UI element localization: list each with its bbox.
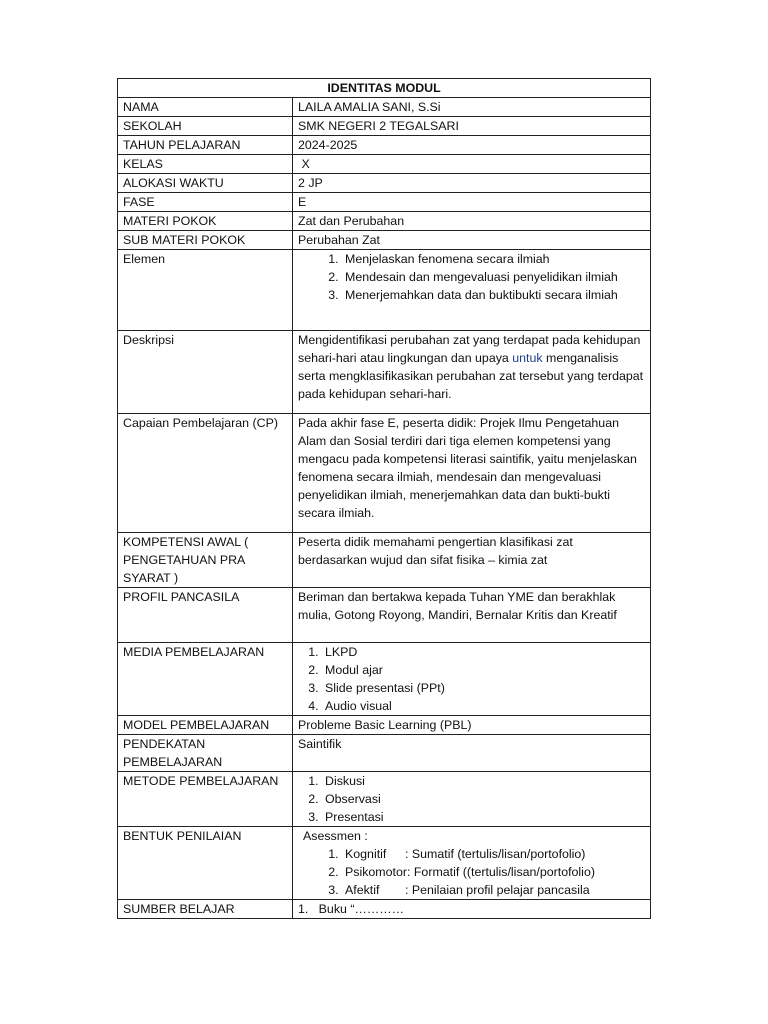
label-profil-pancasila: PROFIL PANCASILA bbox=[118, 588, 293, 643]
identitas-modul-table bbox=[117, 78, 651, 919]
asessmen-heading: Asessmen : bbox=[303, 829, 368, 843]
row-profil bbox=[118, 588, 651, 643]
list-item bbox=[342, 881, 645, 899]
value-sumber-belajar: 1. Buku “………… bbox=[293, 900, 651, 919]
row-sub-materi bbox=[118, 231, 651, 250]
label-media: MEDIA PEMBELAJARAN bbox=[118, 643, 293, 716]
value-elemen bbox=[293, 250, 651, 331]
table-title: IDENTITAS MODUL bbox=[118, 79, 651, 98]
value-sekolah: SMK NEGERI 2 TEGALSARI bbox=[293, 117, 651, 136]
metode-list bbox=[298, 772, 645, 826]
penilaian-name: Afektif bbox=[345, 883, 380, 897]
label-materi-pokok: MATERI POKOK bbox=[118, 212, 293, 231]
row-tahun bbox=[118, 136, 651, 155]
list-item: 3. Menerjemahkan data dan buktibukti secara ilmiah bbox=[342, 286, 645, 304]
value-bentuk-penilaian bbox=[293, 827, 651, 900]
label-elemen: Elemen bbox=[118, 250, 293, 331]
value-media bbox=[293, 643, 651, 716]
row-model bbox=[118, 716, 651, 735]
penilaian-desc: Formatif ((tertulis/lisan/portofolio) bbox=[410, 865, 595, 879]
list-item: 2. Mendesain dan mengevaluasi penyelidikan ilmiah bbox=[342, 268, 645, 286]
row-metode bbox=[118, 772, 651, 827]
row-media bbox=[118, 643, 651, 716]
value-nama: LAILA AMALIA SANI, S.Si bbox=[293, 98, 651, 117]
row-alokasi bbox=[118, 174, 651, 193]
label-sekolah: SEKOLAH bbox=[118, 117, 293, 136]
list-item: 3. Slide presentasi (PPt) bbox=[322, 679, 645, 697]
media-list bbox=[298, 643, 645, 715]
value-metode bbox=[293, 772, 651, 827]
elemen-list bbox=[298, 250, 645, 304]
label-kelas: KELAS bbox=[118, 155, 293, 174]
label-metode: METODE PEMBELAJARAN bbox=[118, 772, 293, 827]
value-sub-materi: Perubahan Zat bbox=[293, 231, 651, 250]
row-materi bbox=[118, 212, 651, 231]
label-alokasi-waktu: ALOKASI WAKTU bbox=[118, 174, 293, 193]
list-item: 2. Modul ajar bbox=[322, 661, 645, 679]
label-capaian: Capaian Pembelajaran (CP) bbox=[118, 414, 293, 533]
value-tahun-pelajaran: 2024-2025 bbox=[293, 136, 651, 155]
label-sub-materi: SUB MATERI POKOK bbox=[118, 231, 293, 250]
value-pendekatan: Saintifik bbox=[293, 735, 651, 772]
row-elemen bbox=[118, 250, 651, 331]
list-item bbox=[342, 845, 645, 863]
value-materi-pokok: Zat dan Perubahan bbox=[293, 212, 651, 231]
row-sumber bbox=[118, 900, 651, 919]
value-capaian: Pada akhir fase E, peserta didik: Projek Ilmu Pengetahuan Alam dan Sosial terdiri dari tiga elemen kompetensi yang mengacu pada kompetensi literasi saintifik, yaitu menjelaskan fenomena secara ilmiah, mendesain dan mengevaluasi penyelidikan ilmiah, menerjemahkan data dan bukti-bukti secara ilmiah. bbox=[293, 414, 651, 533]
row-kompetensi-awal bbox=[118, 533, 651, 588]
list-item: 3. Presentasi bbox=[322, 808, 645, 826]
penilaian-name: Kognitif bbox=[345, 847, 387, 861]
label-nama: NAMA bbox=[118, 98, 293, 117]
row-nama bbox=[118, 98, 651, 117]
label-fase: FASE bbox=[118, 193, 293, 212]
label-pendekatan: PENDEKATAN PEMBELAJARAN bbox=[118, 735, 293, 772]
list-item: 1. LKPD bbox=[322, 643, 645, 661]
value-alokasi-waktu: 2 JP bbox=[293, 174, 651, 193]
row-pendekatan bbox=[118, 735, 651, 772]
penilaian-list bbox=[298, 845, 645, 899]
deskripsi-text-2: menganalisis serta mengklasifikasikan perubahan zat tersebut yang terdapat pada kehidupan sehari-hari. bbox=[298, 351, 644, 401]
label-deskripsi: Deskripsi bbox=[118, 331, 293, 414]
row-kelas bbox=[118, 155, 651, 174]
row-deskripsi bbox=[118, 331, 651, 414]
label-bentuk-penilaian: BENTUK PENILAIAN bbox=[118, 827, 293, 900]
list-item: 1. Menjelaskan fenomena secara ilmiah bbox=[342, 250, 645, 268]
row-sekolah bbox=[118, 117, 651, 136]
list-item bbox=[342, 863, 645, 881]
penilaian-desc: : Penilaian profil pelajar pancasila bbox=[405, 883, 590, 897]
label-tahun-pelajaran: TAHUN PELAJARAN bbox=[118, 136, 293, 155]
deskripsi-link-untuk: untuk bbox=[512, 351, 543, 365]
value-fase: E bbox=[293, 193, 651, 212]
value-model: Probleme Basic Learning (PBL) bbox=[293, 716, 651, 735]
value-kompetensi-awal: Peserta didik memahami pengertian klasifikasi zat berdasarkan wujud dan sifat fisika – kimia zat bbox=[293, 533, 651, 588]
label-sumber-belajar: SUMBER BELAJAR bbox=[118, 900, 293, 919]
label-model: MODEL PEMBELAJARAN bbox=[118, 716, 293, 735]
list-item: 1. Diskusi bbox=[322, 772, 645, 790]
value-kelas: X bbox=[293, 155, 651, 174]
list-item: 2. Observasi bbox=[322, 790, 645, 808]
value-deskripsi bbox=[293, 331, 651, 414]
row-capaian bbox=[118, 414, 651, 533]
label-kompetensi-awal: KOMPETENSI AWAL ( PENGETAHUAN PRA SYARAT ) bbox=[118, 533, 293, 588]
row-fase bbox=[118, 193, 651, 212]
deskripsi-text-1: Mengidentifikasi perubahan zat yang terdapat pada kehidupan sehari-hari atau lingkungan dan upaya bbox=[298, 333, 641, 365]
row-bentuk-penilaian bbox=[118, 827, 651, 900]
penilaian-desc: : Sumatif (tertulis/lisan/portofolio) bbox=[405, 847, 586, 861]
penilaian-name: Psikomotor: bbox=[345, 865, 411, 879]
value-profil-pancasila: Beriman dan bertakwa kepada Tuhan YME dan berakhlak mulia, Gotong Royong, Mandiri, Bernalar Kritis dan Kreatif bbox=[293, 588, 651, 643]
list-item: 4. Audio visual bbox=[322, 697, 645, 715]
